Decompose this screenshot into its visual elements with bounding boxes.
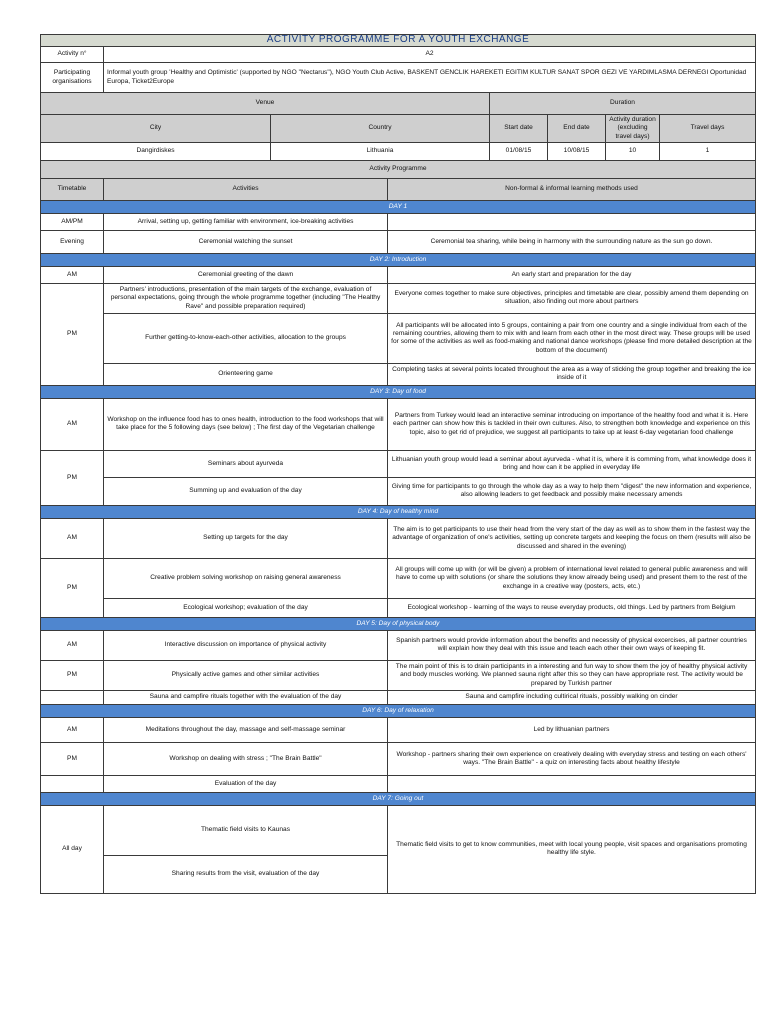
country-header: Country [271, 115, 490, 143]
method-cell: All participants will be allocated into 5 groups, containing a pair from one country and a single individual from each of the remaining countries, allowing them to mix with and learn from each other in the most direct way. These groups will be used for some of the activities as well as food-making and national dance workshops (please find more detailed description at the bottom of the document) [388, 313, 756, 363]
activity-cell: Creative problem solving workshop on raising general awareness [104, 558, 388, 598]
end-date-value: 10/08/15 [548, 142, 606, 160]
method-cell: Workshop - partners sharing their own experience on creatively dealing with everyday stress and testing on each others' ways. "The Brain Battle" - a quiz on interesting facts about healthy lifestyle [388, 742, 756, 775]
start-date-value: 01/08/15 [490, 142, 548, 160]
method-cell: An early start and preparation for the day [388, 266, 756, 283]
activity-cell: Evaluation of the day [104, 775, 388, 792]
activity-cell: Interactive discussion on importance of physical activity [104, 630, 388, 660]
method-cell: Ecological workshop - learning of the ways to reuse everyday products, old things. Led by partners from Belgium [388, 598, 756, 617]
travel-days-value: 1 [660, 142, 756, 160]
day-5-header: DAY 5: Day of physical body [41, 617, 756, 630]
table-row-time: PM [41, 660, 104, 690]
duration-header: Duration [490, 93, 756, 115]
activity-cell: Workshop on the influence food has to ones health, introduction to the food workshops that will take place for the 5 following days (see below) ; The first day of the Vegetarian challenge [104, 398, 388, 450]
activity-programme-header: Activity Programme [41, 160, 756, 178]
method-cell: Everyone comes together to make sure objectives, principles and timetable are clear, possibly amend them depending on situation, also finding out more about partners [388, 283, 756, 313]
day-2-header: DAY 2: Introduction [41, 253, 756, 266]
table-row-time [41, 690, 104, 704]
activity-duration-value: 10 [606, 142, 660, 160]
method-cell: Spanish partners would provide information about the benefits and necessity of physical excercises, all partner countries will explain how they deal with this issue and teach each other their own ways of keeping fit. [388, 630, 756, 660]
table-row-time: PM [41, 450, 104, 505]
table-row-time: PM [41, 742, 104, 775]
activity-cell: Summing up and evaluation of the day [104, 477, 388, 505]
city-header: City [41, 115, 271, 143]
table-row-time: AM [41, 717, 104, 742]
method-cell: Partners from Turkey would lead an interactive seminar introducing on importance of the healthy food and what it is. Here each partner can show how this is tackled in their own cultures. Also, to strengthen both knowledge and experience on this topic, also to get rid of prejudice, we suggest all participants to take up at least 6-day vegetarian food challenge [388, 398, 756, 450]
day-7-header: DAY 7: Going out [41, 792, 756, 805]
table-row-time [41, 775, 104, 792]
table-row-time: PM [41, 283, 104, 385]
activity-cell: Thematic field visits to Kaunas [104, 805, 388, 855]
timetable-header: Timetable [41, 178, 104, 200]
table-row-time: AM [41, 630, 104, 660]
activity-number-label: Activity n° [41, 47, 104, 63]
method-cell: Led by lithuanian partners [388, 717, 756, 742]
activity-number-value: A2 [104, 47, 756, 63]
day-3-header: DAY 3: Day of food [41, 385, 756, 398]
activity-cell: Setting up targets for the day [104, 518, 388, 558]
method-cell: Lithuanian youth group would lead a seminar about ayurveda - what it is, where it is comming from, what knowledge does it bring and how can it be applied in everyday life [388, 450, 756, 477]
programme-table [40, 34, 756, 894]
activity-cell: Seminars about ayurveda [104, 450, 388, 477]
method-cell: The main point of this is to drain participants in a interesting and fun way to show them the joy of healthy physical activity and body muscles working. We planned sauna right after this so they can have appropriate rest. The activity would be prepared by Turkish partner [388, 660, 756, 690]
venue-header: Venue [41, 93, 490, 115]
table-row-time: All day [41, 805, 104, 893]
method-cell: Ceremonial tea sharing, while being in harmony with the surrounding nature as the sun go down. [388, 230, 756, 253]
day-1-header: DAY 1 [41, 200, 756, 213]
activity-duration-header: Activity duration (excluding travel days) [606, 115, 660, 143]
methods-header: Non-formal & informal learning methods used [388, 178, 756, 200]
day-4-header: DAY 4: Day of healthy mind [41, 505, 756, 518]
activity-cell: Sharing results from the visit, evaluation of the day [104, 855, 388, 893]
activity-cell: Ceremonial greeting of the dawn [104, 266, 388, 283]
participating-organisations-label: Participating organisations [41, 63, 104, 93]
activity-cell: Ecological workshop; evaluation of the day [104, 598, 388, 617]
activity-cell: Workshop on dealing with stress ; "The Brain Battle" [104, 742, 388, 775]
activity-cell: Ceremonial watching the sunset [104, 230, 388, 253]
table-row-time: Evening [41, 230, 104, 253]
activity-cell: Partners' introductions, presentation of the main targets of the exchange, evaluation of personal expectations, going through the whole programme together (including "The Healthy Rave" and possible preparation required) [104, 283, 388, 313]
city-value: Dangirdiskes [41, 142, 271, 160]
table-row-time: AM [41, 518, 104, 558]
activity-cell: Orienteering game [104, 363, 388, 385]
participating-organisations-value: Informal youth group 'Healthy and Optimistic' (supported by NGO "Nectarus"), NGO Youth Club Active, BASKENT GENCLIK HAREKETI EGITIM KULTUR SANAT SPOR GEZI VE YARDIMLASMA DERNEGI Oportunidad Europa, Ticket2Europe [104, 63, 756, 93]
activity-cell: Further getting-to-know-each-other activities, allocation to the groups [104, 313, 388, 363]
table-row-time: AM/PM [41, 213, 104, 230]
travel-days-header: Travel days [660, 115, 756, 143]
table-row-time: AM [41, 266, 104, 283]
activity-cell: Physically active games and other similar activities [104, 660, 388, 690]
document-title: ACTIVITY PROGRAMME FOR A YOUTH EXCHANGE [41, 35, 756, 47]
method-cell: Completing tasks at several points located throughout the area as a way of sticking the group together and breaking the ice inside of it [388, 363, 756, 385]
method-cell: Giving time for participants to go through the whole day as a way to help them "digest" the new information and experience, also allowing leaders to get feedback and possibly make necessary amends [388, 477, 756, 505]
start-date-header: Start date [490, 115, 548, 143]
end-date-header: End date [548, 115, 606, 143]
table-row-time: PM [41, 558, 104, 617]
table-row-time: AM [41, 398, 104, 450]
activity-cell: Arrival, setting up, getting familiar with environment, ice-breaking activities [104, 213, 388, 230]
activity-cell: Sauna and campfire rituals together with the evaluation of the day [104, 690, 388, 704]
activity-cell: Meditations throughout the day, massage and self-massage seminar [104, 717, 388, 742]
country-value: Lithuania [271, 142, 490, 160]
day-6-header: DAY 6: Day of relaxation [41, 704, 756, 717]
method-cell [388, 775, 756, 792]
method-cell [388, 213, 756, 230]
method-cell: All groups will come up with (or will be given) a problem of international level related to general public awareness and will have to come up with solutions (or share the solutions they know already being used) and present them to the rest of the exchange in a creative way (posters, acts, etc.) [388, 558, 756, 598]
activities-header: Activities [104, 178, 388, 200]
method-cell: Sauna and campfire including cultirical rituals, possibly walking on cinder [388, 690, 756, 704]
method-cell: Thematic field visits to get to know communities, meet with local young people, visit spaces and organisations promoting healthy life style. [388, 805, 756, 893]
method-cell: The aim is to get participants to use their head from the very start of the day as well as to show them in the fastest way the advantage of organization of one's activities, setting up concrete targets and keeping the focus on them (results will also be discussed and shared in the evening) [388, 518, 756, 558]
activity-programme-document [40, 34, 755, 894]
